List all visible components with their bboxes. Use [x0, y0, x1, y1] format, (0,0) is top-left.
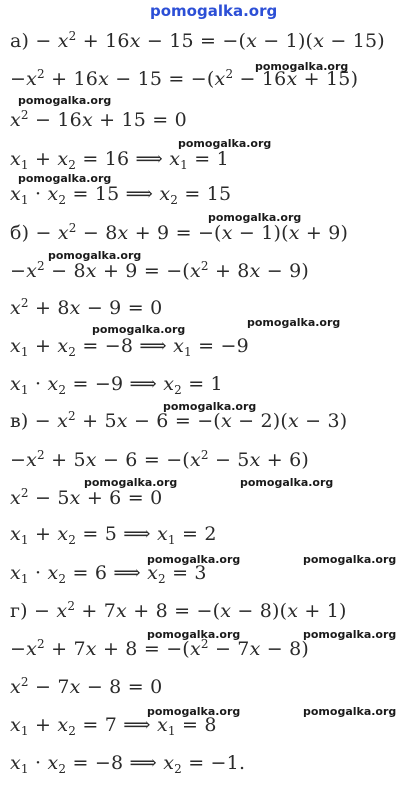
equation-line: $x_1 + x_2 = -8$ ⟹ $x_1 = -9$ — [10, 335, 249, 359]
watermark-text: pomogalka.org — [147, 553, 241, 566]
equation-line: $б) - x^2 - 8x + 9 = -(x - 1)(x + 9)$ — [10, 221, 349, 244]
equation-line: $x^2 - 16x + 15 = 0$ — [10, 108, 187, 131]
equation-line: $x_1 \cdot x_2 = -9$ ⟹ $x_2 = 1$ — [10, 373, 223, 397]
part-label-v: в) — [10, 410, 29, 432]
equation-line: $г) - x^2 + 7x + 8 = -(x - 8)(x + 1)$ — [10, 599, 347, 622]
watermark-text: pomogalka.org — [84, 476, 178, 489]
watermark-text: pomogalka.org — [303, 628, 397, 641]
watermark-text: pomogalka.org — [303, 553, 397, 566]
equation-line: $-x^2 + 7x + 8 = -(x^2 - 7x - 8)$ — [10, 637, 310, 660]
watermark-text: pomogalka.org — [48, 249, 142, 262]
equation-line: $x_1 + x_2 = 7$ ⟹ $x_1 = 8$ — [10, 714, 217, 738]
watermark-text: pomogalka.org — [92, 323, 186, 336]
equation-line: $x^2 - 5x + 6 = 0$ — [10, 486, 163, 509]
watermark-text: pomogalka.org — [18, 172, 112, 185]
watermark-text: pomogalka.org — [303, 705, 397, 718]
equation-line: $в) - x^2 + 5x - 6 = -(x - 2)(x - 3)$ — [10, 409, 348, 432]
equation-line: $-x^2 - 8x + 9 = -(x^2 + 8x - 9)$ — [10, 259, 310, 282]
equation-line: $x_1 \cdot x_2 = 6$ ⟹ $x_2 = 3$ — [10, 562, 207, 586]
equation-line: $а) - x^2 + 16x - 15 = -(x - 1)(x - 15)$ — [10, 29, 385, 52]
equation-line: $x_1 \cdot x_2 = 15$ ⟹ $x_2 = 15$ — [10, 183, 232, 207]
watermark-text: pomogalka.org — [163, 400, 257, 413]
site-header-watermark: pomogalka.org — [150, 2, 278, 20]
watermark-text: pomogalka.org — [208, 211, 302, 224]
watermark-text: pomogalka.org — [178, 137, 272, 150]
equation-line: $-x^2 + 16x - 15 = -(x^2 - 16x + 15)$ — [10, 67, 359, 90]
equation-line: $x_1 + x_2 = 16$ ⟹ $x_1 = 1$ — [10, 148, 229, 172]
part-label-b: б) — [10, 222, 30, 244]
watermark-text: pomogalka.org — [147, 705, 241, 718]
watermark-text: pomogalka.org — [147, 628, 241, 641]
watermark-text: pomogalka.org — [255, 60, 349, 73]
watermark-text: pomogalka.org — [240, 476, 334, 489]
watermark-text: pomogalka.org — [247, 316, 341, 329]
part-label-a: а) — [10, 30, 30, 52]
equation-line: $-x^2 + 5x - 6 = -(x^2 - 5x + 6)$ — [10, 448, 310, 471]
part-label-g: г) — [10, 600, 28, 622]
equation-line-final: $x_1 \cdot x_2 = -8$ ⟹ $x_2 = -1$. — [10, 752, 246, 776]
watermark-text: pomogalka.org — [18, 94, 112, 107]
equation-line: $x^2 + 8x - 9 = 0$ — [10, 296, 163, 319]
equation-line: $x^2 - 7x - 8 = 0$ — [10, 675, 163, 698]
equation-line: $x_1 + x_2 = 5$ ⟹ $x_1 = 2$ — [10, 523, 217, 547]
